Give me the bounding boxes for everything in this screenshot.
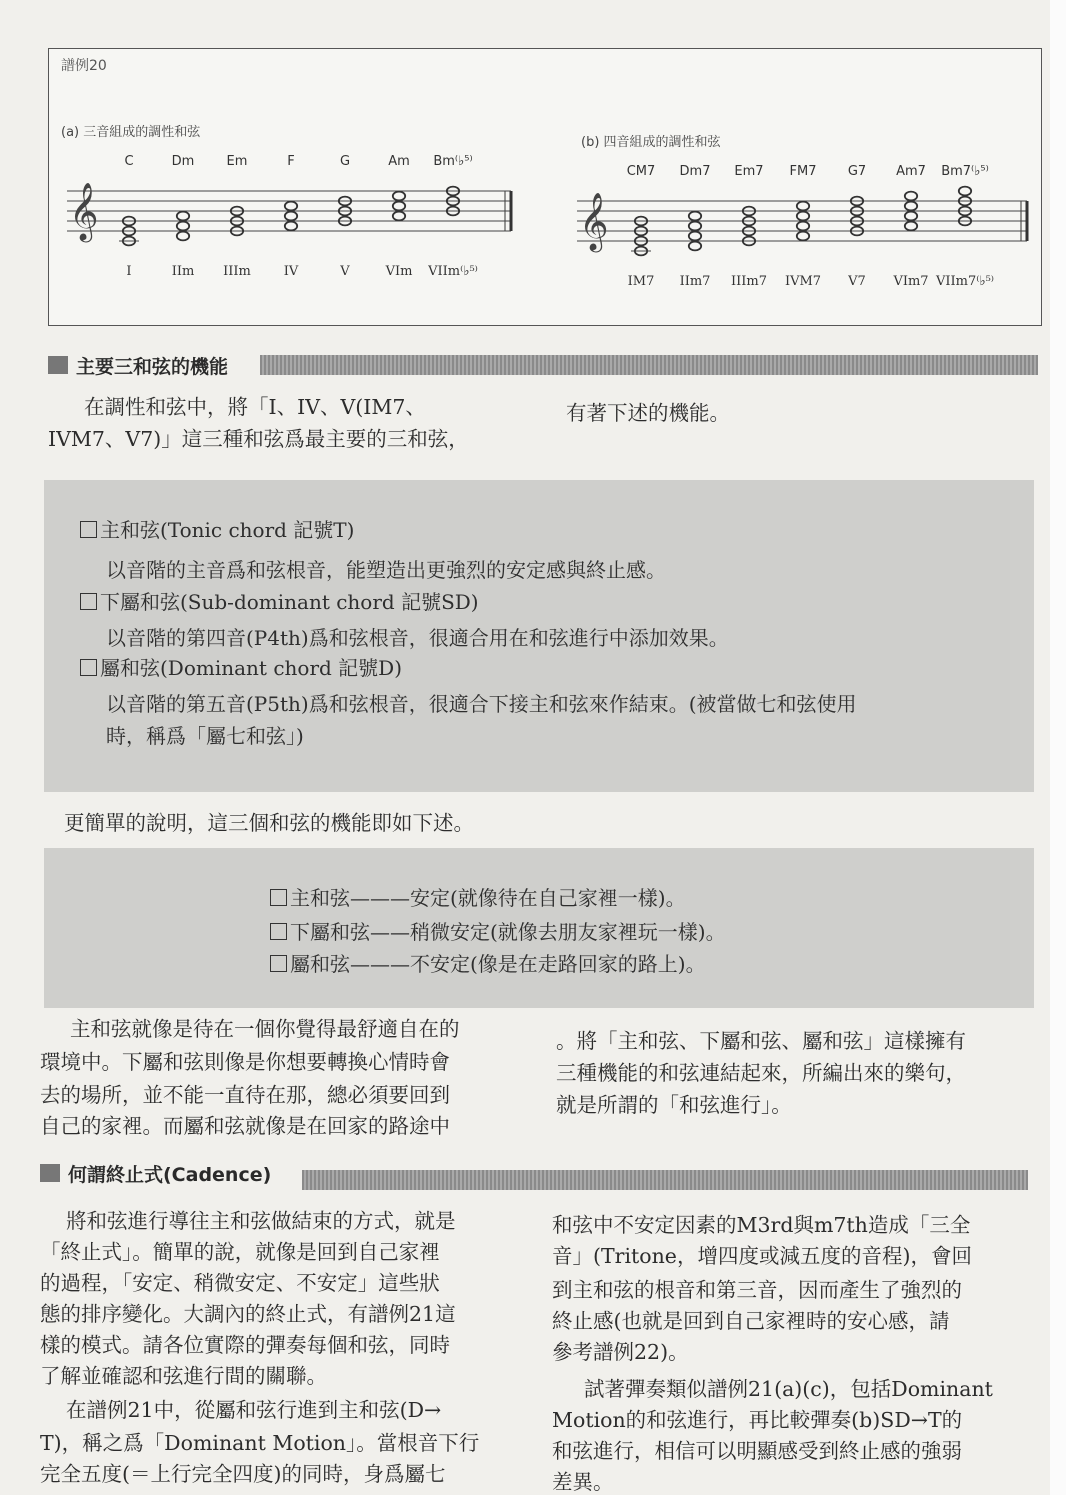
triad-roman-numeral: IIIm: [223, 264, 251, 279]
seventh-note-head: [905, 192, 917, 201]
triad-note-head: [393, 192, 405, 201]
checkbox-icon: [80, 659, 97, 676]
seventh-roman-numeral: IIIm7: [730, 274, 768, 289]
seventh-note-head: [797, 222, 809, 231]
checkbox-icon: [80, 593, 97, 610]
seventh-chord-name: FM7: [789, 164, 817, 179]
staff-a: [49, 139, 529, 309]
triad-chord-name: C: [124, 154, 134, 169]
right-para-3-line-2: Motion的和弦進行，再比較彈奏(b)SD→T的: [552, 1408, 963, 1432]
functions-box: [44, 480, 1034, 792]
triad-roman-numeral: VIm: [385, 264, 413, 279]
figure-title: 譜例20: [61, 58, 107, 74]
seventh-chord-name: Em7: [734, 164, 764, 179]
left-para-2-line-2: 「終止式」。簡單的說，就像是回到自己家裡: [40, 1240, 440, 1264]
simple-explanation: 更簡單的說明，這三個和弦的機能即如下述。: [64, 811, 474, 835]
heading-square: [48, 356, 68, 374]
seventh-roman-numeral: IIm7: [679, 274, 711, 289]
left-para-2-line-4: 態的排序變化。大調內的終止式，有譜例21這: [40, 1302, 456, 1326]
right-para-2-line-1: 和弦中不安定因素的M3rd與m7th造成「三全: [552, 1213, 971, 1237]
checkbox-icon: [270, 923, 287, 940]
seventh-note-head: [797, 202, 809, 211]
triad-roman-numeral: IIm: [171, 264, 195, 279]
left-para-2-line-5: 樣的模式。請各位實際的彈奏每個和弦，同時: [40, 1333, 450, 1357]
page-edge: [1050, 0, 1066, 1495]
triad-roman-numeral: V: [340, 264, 350, 279]
right-para-2-line-2: 音」(Tritone，增四度或減五度的音程)，會回: [552, 1244, 972, 1268]
right-para-3-line-4: 差異。: [552, 1470, 614, 1494]
checkbox-icon: [80, 521, 97, 538]
left-para-1-line-3: 去的場所，並不能一直待在那，總必須要回到: [40, 1083, 450, 1107]
heading-bar: [302, 1170, 1028, 1190]
triad-note-head: [177, 222, 189, 231]
seventh-roman-numeral: IVM7: [784, 274, 822, 289]
triad-roman-numeral: IV: [283, 264, 299, 279]
seventh-roman-numeral: IM7: [627, 274, 655, 289]
left-para-3-line-2: T)，稱之爲「Dominant Motion」。當根音下行: [40, 1431, 480, 1455]
seventh-roman-numeral: VIIm7⁽♭⁵⁾: [936, 274, 994, 289]
triad-chord-name: Am: [388, 154, 410, 169]
subdominant-title: 下屬和弦(Sub-dominant chord 記號SD): [80, 586, 479, 615]
checkbox-icon: [270, 889, 287, 906]
section-heading-cadence: [40, 1160, 1028, 1186]
treble-clef-icon: 𝄞: [579, 192, 609, 250]
right-para-2-line-5: 參考譜例22)。: [552, 1340, 689, 1364]
analogy-dominant: 屬和弦———不安定(像是在走路回家的路上)。: [270, 948, 706, 977]
seventh-chord-name: CM7: [626, 164, 656, 179]
triad-note-head: [285, 222, 297, 231]
triad-chord-name: Bm⁽♭⁵⁾: [433, 154, 473, 169]
intro-line-1: 在調性和弦中，將「I、IV、V(IM7、: [84, 395, 426, 419]
triad-note-head: [393, 202, 405, 211]
dominant-body-1: 以音階的第五音(P5th)爲和弦根音，很適合下接主和弦來作結束。(被當做七和弦使用: [106, 692, 857, 716]
triad-note-head: [393, 212, 405, 221]
left-para-1-line-1: 主和弦就像是待在一個你覺得最舒適自在的: [70, 1017, 460, 1041]
figure-a-label: (a) 三音組成的調性和弦: [61, 125, 201, 140]
triad-chord-name: Em: [226, 154, 248, 169]
seventh-note-head: [689, 222, 701, 231]
intro-right: 有著下述的機能。: [566, 401, 730, 425]
left-para-2-line-3: 的過程，「安定、稍微安定、不安定」這些狀: [40, 1271, 440, 1295]
right-para-1-line-2: 三種機能的和弦連結起來，所編出來的樂句，: [556, 1061, 966, 1085]
seventh-note-head: [689, 212, 701, 221]
seventh-note-head: [905, 212, 917, 221]
seventh-note-head: [689, 232, 701, 241]
section-title: 主要三和弦的機能: [76, 356, 229, 378]
right-para-1-line-1: 。將「主和弦、下屬和弦、屬和弦」這樣擁有: [556, 1029, 966, 1053]
right-para-3-line-1: 試著彈奏類似譜例21(a)(c)，包括Dominant: [584, 1377, 993, 1401]
analogy-tonic: 主和弦———安定(就像待在自己家裡一樣)。: [270, 882, 686, 911]
triad-note-head: [285, 212, 297, 221]
heading-bar: [260, 355, 1038, 375]
triad-chord-name: G: [339, 154, 351, 169]
checkbox-icon: [270, 955, 287, 972]
left-para-1-line-4: 自己的家裡。而屬和弦就像是在回家的路途中: [40, 1114, 450, 1138]
left-para-1-line-2: 環境中。下屬和弦則像是你想要轉換心情時會: [40, 1050, 450, 1074]
seventh-chord-name: Dm7: [679, 164, 711, 179]
seventh-note-head: [905, 202, 917, 211]
right-para-2-line-4: 終止感(也就是回到自己家裡時的安心感，請: [552, 1309, 950, 1333]
seventh-note-head: [959, 187, 971, 196]
dominant-title: 屬和弦(Dominant chord 記號D): [80, 652, 402, 681]
left-para-3-line-1: 在譜例21中，從屬和弦行進到主和弦(D→: [66, 1398, 442, 1422]
treble-clef-icon: 𝄞: [69, 182, 99, 240]
left-para-2-line-6: 了解並確認和弦進行間的關聯。: [40, 1364, 327, 1388]
seventh-note-head: [797, 212, 809, 221]
seventh-chord-name: G7: [847, 164, 867, 179]
staff-b: [569, 149, 1039, 319]
section-heading-main-triads: [48, 352, 1038, 378]
triad-chord-name: Dm: [171, 154, 195, 169]
figure-b-label: (b) 四音組成的調性和弦: [581, 135, 721, 150]
heading-square: [40, 1164, 60, 1182]
triad-chord-name: F: [287, 154, 295, 169]
dominant-body-2: 時，稱爲「屬七和弦」): [106, 724, 304, 748]
seventh-chord-name: Am7: [896, 164, 926, 179]
section-title: 何謂終止式(Cadence): [68, 1164, 272, 1186]
seventh-chord-name: Bm7⁽♭⁵⁾: [941, 164, 989, 179]
score-figure-20: [48, 48, 1042, 326]
triad-note-head: [177, 212, 189, 221]
seventh-note-head: [797, 232, 809, 241]
seventh-roman-numeral: VIm7: [893, 274, 929, 289]
tonic-title: 主和弦(Tonic chord 記號T): [80, 514, 354, 543]
triad-note-head: [177, 232, 189, 241]
left-para-2-line-1: 將和弦進行導往主和弦做結束的方式，就是: [66, 1209, 456, 1233]
analogy-subdominant: 下屬和弦——稍微安定(就像去朋友家裡玩一樣)。: [270, 916, 726, 945]
seventh-roman-numeral: V7: [848, 274, 866, 289]
subdominant-body: 以音階的第四音(P4th)爲和弦根音，很適合用在和弦進行中添加效果。: [106, 626, 729, 650]
triad-note-head: [285, 202, 297, 211]
left-para-3-line-3: 完全五度(＝上行完全四度)的同時，身爲屬七: [40, 1462, 446, 1486]
right-para-1-line-3: 就是所謂的「和弦進行」。: [556, 1093, 792, 1117]
triad-roman-numeral: VIIm⁽♭⁵⁾: [428, 264, 478, 279]
triad-roman-numeral: I: [126, 264, 132, 279]
right-para-3-line-3: 和弦進行，相信可以明顯感受到終止感的強弱: [552, 1439, 962, 1463]
intro-line-2: IVM7、V7)」這三種和弦爲最主要的三和弦，: [48, 427, 469, 451]
right-para-2-line-3: 到主和弦的根音和第三音，因而產生了強烈的: [552, 1278, 962, 1302]
seventh-note-head: [905, 222, 917, 231]
tonic-body: 以音階的主音爲和弦根音，能塑造出更強烈的安定感與終止感。: [106, 558, 666, 582]
seventh-note-head: [689, 242, 701, 251]
analogy-box: [44, 848, 1034, 1008]
